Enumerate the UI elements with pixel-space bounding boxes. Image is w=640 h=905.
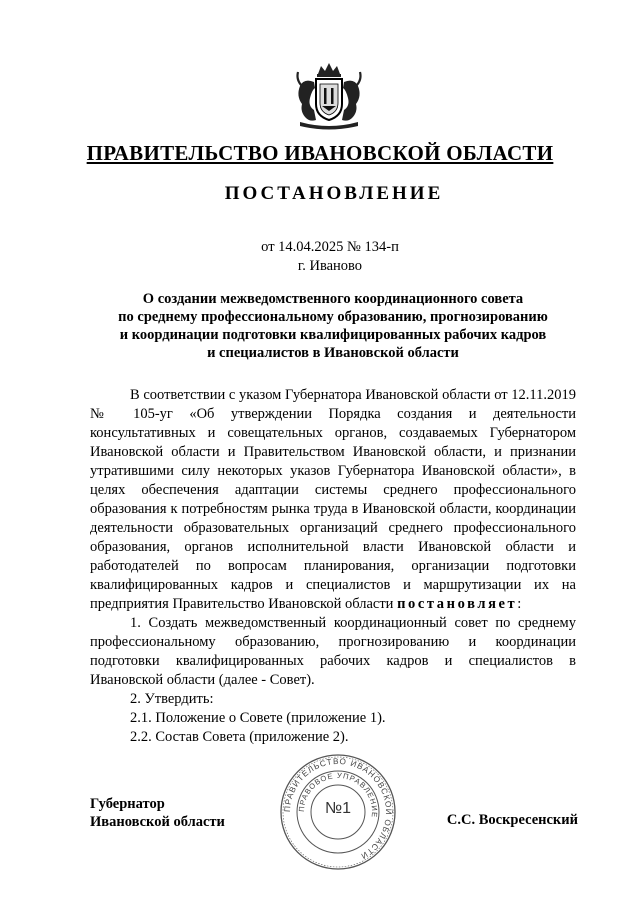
document-date-number: от 14.04.2025 № 134-п [261,239,399,255]
heading-line: по среднему профессиональному образованию, прогнозированию [118,309,548,325]
heading-line: и специалистов в Ивановской области [207,345,459,361]
document-body [90,386,576,747]
seal-inner-text: ПРАВОВОЕ УПРАВЛЕНИЕ [296,770,380,819]
government-title: ПРАВИТЕЛЬСТВО ИВАНОВСКОЙ ОБЛАСТИ [86,141,554,165]
signatory-name: С.С. Воскресенский [446,812,578,828]
seal-outer-text: ПРАВИТЕЛЬСТВО ИВАНОВСКОЙ ОБЛАСТИ [282,756,394,861]
signatory-title [90,795,225,831]
signatory-title-line: Ивановской области [90,814,225,830]
decree-colon: : [517,596,522,612]
coat-of-arms-icon [288,60,370,130]
item-2-1-paragraph: 2.1. Положение о Совете (приложение 1). [130,710,386,726]
heading-line: и координации подготовки квалифицированных рабочих кадров [119,327,547,343]
document-heading [90,290,576,362]
signatory-title-line: Губернатор [90,796,165,812]
item-1-paragraph: 1. Создать межведомственный координационный совет по среднему профессиональному образованию, прогнозированию и координации подготовки квалифицированных рабочих кадров и специалистов в Ивановской области (далее - Совет). [90,615,576,688]
decree-word: постановляет [397,596,518,612]
document-city: г. Иваново [297,258,363,274]
heading-line: О создании межведомственного координационного совета [142,291,524,307]
preamble-text: В соответствии с указом Губернатора Ивановской области от 12.11.2019 № 105-уг «Об утверждении Порядка создания и деятельности консультативных и совещательных органов, создаваемых Губернатором Ивановской области и Правительством Ивановской области, и признании утратившими силу некоторых указов Губернатора Ивановской области», в целях обеспечения адаптации системы среднего профессионального образования к потребностям рынка труда в Ивановской области, координации деятельности образовательных организаций среднего профессионального образования, органов исполнительной власти Ивановской области и работодателей по вопросам планирования, организации подготовки квалифицированных кадров и специалистов и маршрутизации их на предприятия Правительство Ивановской области [90,387,576,612]
seal-number: №1 [324,800,352,817]
official-seal [278,752,398,872]
item-2-2-paragraph: 2.2. Состав Совета (приложение 2). [130,729,349,745]
item-2-paragraph: 2. Утвердить: [130,691,214,707]
preamble-paragraph [90,386,576,614]
document-type: ПОСТАНОВЛЕНИЕ [224,183,444,204]
